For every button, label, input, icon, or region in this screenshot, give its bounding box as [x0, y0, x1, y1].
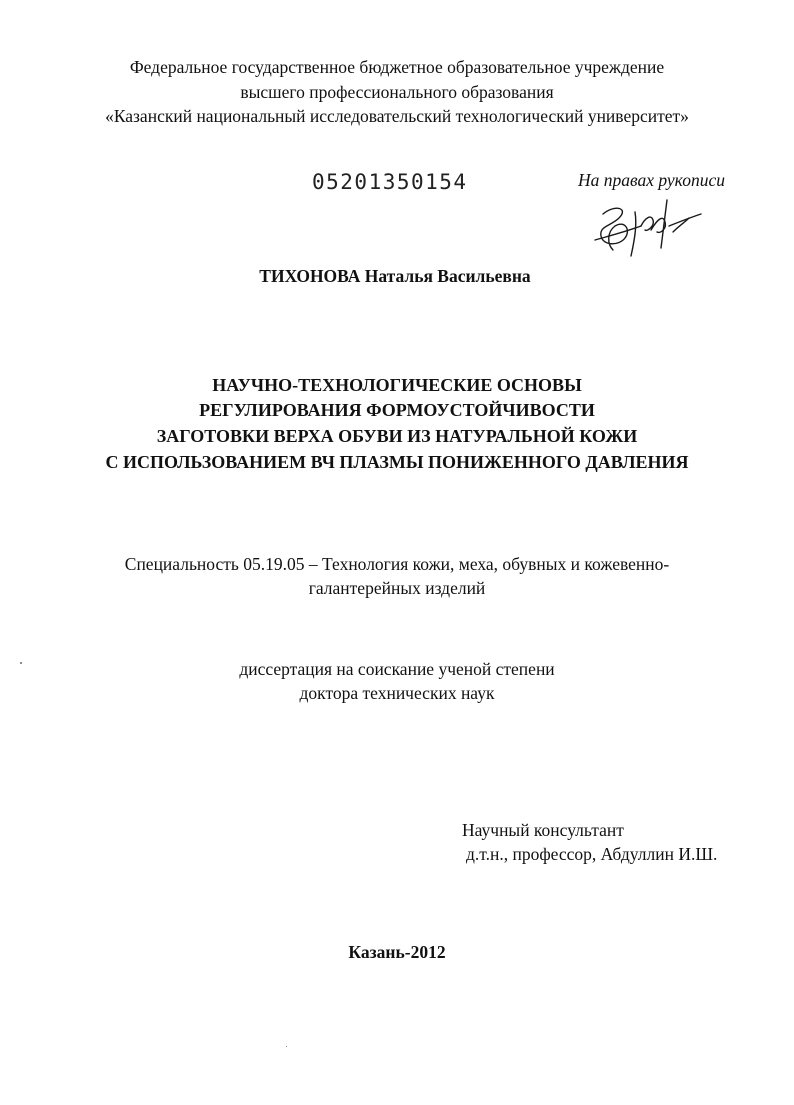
degree-line-2: доктора технических наук [299, 683, 495, 703]
consultant-name: д.т.н., профессор, Абдуллин И.Ш. [466, 844, 718, 864]
title-line-1: НАУЧНО-ТЕХНОЛОГИЧЕСКИЕ ОСНОВЫ [212, 375, 582, 395]
scan-speck [20, 662, 22, 664]
specialty-line-2: галантерейных изделий [308, 578, 486, 598]
manuscript-note: На правах рукописи [578, 170, 725, 190]
consultant-role: Научный консультант [462, 820, 624, 840]
specialty-line-1: Специальность 05.19.05 – Технология кожи, меха, обувных и кожевенно- [124, 554, 670, 574]
signature-icon [585, 196, 705, 262]
author-name: ТИХОНОВА Наталья Васильевна [259, 266, 531, 286]
city-year: Казань-2012 [348, 942, 446, 962]
degree-line-1: диссертация на соискание ученой степени [239, 659, 555, 679]
title-line-3: ЗАГОТОВКИ ВЕРХА ОБУВИ ИЗ НАТУРАЛЬНОЙ КОЖИ [156, 426, 638, 446]
title-line-2: РЕГУЛИРОВАНИЯ ФОРМОУСТОЙЧИВОСТИ [199, 400, 595, 420]
title-line-4: С ИСПОЛЬЗОВАНИЕМ ВЧ ПЛАЗМЫ ПОНИЖЕННОГО ДАВЛЕНИЯ [105, 452, 689, 472]
institution-line-3: «Казанский национальный исследовательский технологический университет» [105, 106, 689, 126]
catalog-number: 05201350154 [312, 170, 468, 194]
institution-line-1: Федеральное государственное бюджетное образовательное учреждение [129, 57, 665, 77]
scan-speck [286, 1046, 287, 1047]
institution-line-2: высшего профессионального образования [240, 82, 554, 102]
